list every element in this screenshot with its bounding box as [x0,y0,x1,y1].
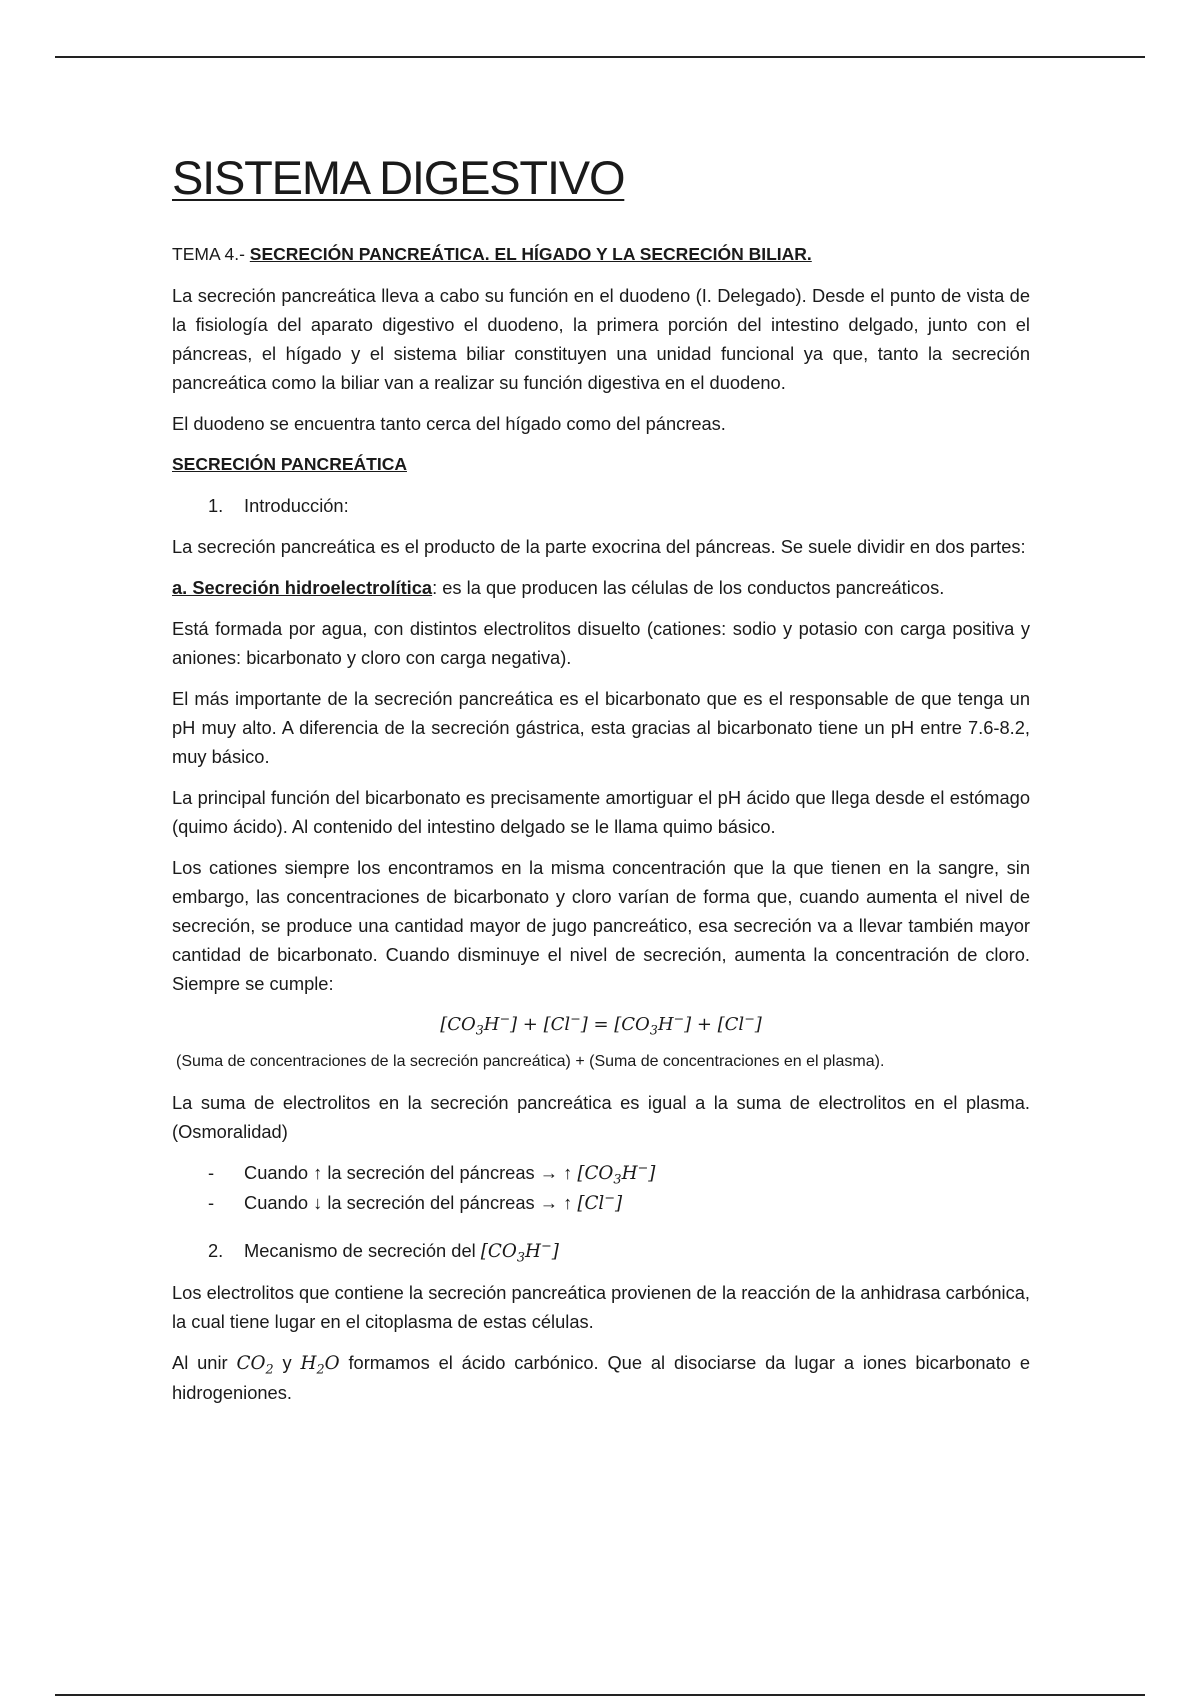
intro-paragraph-2: El duodeno se encuentra tanto cerca del hígado como del páncreas. [172,413,726,434]
sum-paragraph: La suma de electrolitos en la secreción pancreática es igual a la suma de electrolitos en el plasma. (Osmoralidad) [172,1092,1030,1142]
item2-paragraph: Los electrolitos que contiene la secreción pancreática provienen de la reacción de la anhidrasa carbónica, la cual tiene lugar en el citoplasma de estas células. [172,1282,1030,1332]
item1-paragraph: La secreción pancreática es el producto de la parte exocrina del páncreas. Se suele dividir en dos partes: [172,536,1026,557]
intro-paragraph-1: La secreción pancreática lleva a cabo su función en el duodeno (I. Delegado). Desde el punto de vista de la fisiología del aparato digestivo el duodeno, la primera porción del intestino delgado, junto con el páncreas, el hígado y el sistema biliar constituyen una unidad funcional ya que, tanto la secreción pancreática como la biliar van a realizar su función digestiva en el duodeno. [172,285,1030,393]
body-paragraph-2: El más importante de la secreción pancreática es el bicarbonato que es el responsable de que tenga un pH muy alto. A diferencia de la secreción gástrica, esta gracias al bicarbonato tiene un pH entre 7.6-8.2, muy básico. [172,688,1030,767]
equation: $[CO_3H^-] + [Cl^-] = [CO_3H^-] + [Cl^-]$ [440,1011,762,1038]
final-paragraph [172,1348,1030,1407]
footer-rule [55,1694,1145,1696]
bicarbonate-formula: $[CO_3H^-]$ [480,1238,559,1266]
document-page [172,150,1030,1419]
body-paragraph-1: Está formada por agua, con distintos electrolitos disuelto (cationes: sodio y potasio con carga positiva y aniones: bicarbonato y cloro con carga negativa). [172,618,1030,668]
numbered-item-2 [172,1236,1030,1266]
bicarbonate-formula: $[CO_3H^-]$ [577,1160,656,1188]
list-item-text: Cuando ↑ la secreción del páncreas → ↑ [244,1162,578,1183]
chloride-formula: [Cl−] [577,1190,623,1214]
list-dash: - [208,1192,215,1213]
topic-prefix: TEMA 4.- [172,244,250,264]
final-text-middle: y [273,1352,301,1373]
final-text-end: formamos el ácido carbónico. Que al disociarse da lugar a iones bicarbonato e hidrogeniones. [172,1352,1030,1403]
subsection-a-text: : es la que producen las células de los conductos pancreáticos. [432,577,945,598]
item-label: Mecanismo de secreción del [244,1240,481,1261]
topic-heading [172,240,1030,269]
list-item-text: Cuando ↓ la secreción del páncreas → ↑ [244,1192,578,1213]
section-heading: SECRECIÓN PANCREÁTICA [172,454,407,474]
list-dash: - [208,1162,215,1183]
item-number: 2. [208,1240,224,1261]
topic-title: SECRECIÓN PANCREÁTICA. EL HÍGADO Y LA SECRECIÓN BILIAR. [249,244,812,264]
body-paragraph-3: La principal función del bicarbonato es precisamente amortiguar el pH ácido que llega desde el estómago (quimo ácido). Al contenido del intestino delgado se le llama quimo básico. [172,787,1030,837]
body-paragraph-4: Los cationes siempre los encontramos en la misma concentración que la que tienen en la sangre, sin embargo, las concentraciones de bicarbonato y cloro varían de forma que, cuando aumenta el nivel de secreción, se produce una cantidad mayor de jugo pancreático, esa secreción va a llevar también mayor cantidad de bicarbonato. Cuando disminuye el nivel de secreción, aumenta la concentración de cloro. Siempre se cumple: [172,857,1030,994]
equation-note: (Suma de concentraciones de la secreción pancreática) + (Suma de concentraciones en el plasma). [176,1053,885,1070]
subsection-a-title: a. Secreción hidroelectrolítica [172,577,433,598]
header-rule [55,56,1145,58]
list-item [208,1188,1030,1218]
item-label: Introducción: [244,495,349,516]
h2o-formula: $H_2O$ [300,1353,340,1378]
subsection-a [172,573,1030,602]
final-text-start: Al unir [172,1352,237,1373]
item-number: 1. [208,495,224,516]
list-item [208,1158,1030,1188]
dash-list [172,1158,1030,1218]
co2-formula: $CO_2$ [236,1353,274,1378]
numbered-item-1 [172,491,1030,520]
document-title: SISTEMA DIGESTIVO [172,151,625,204]
